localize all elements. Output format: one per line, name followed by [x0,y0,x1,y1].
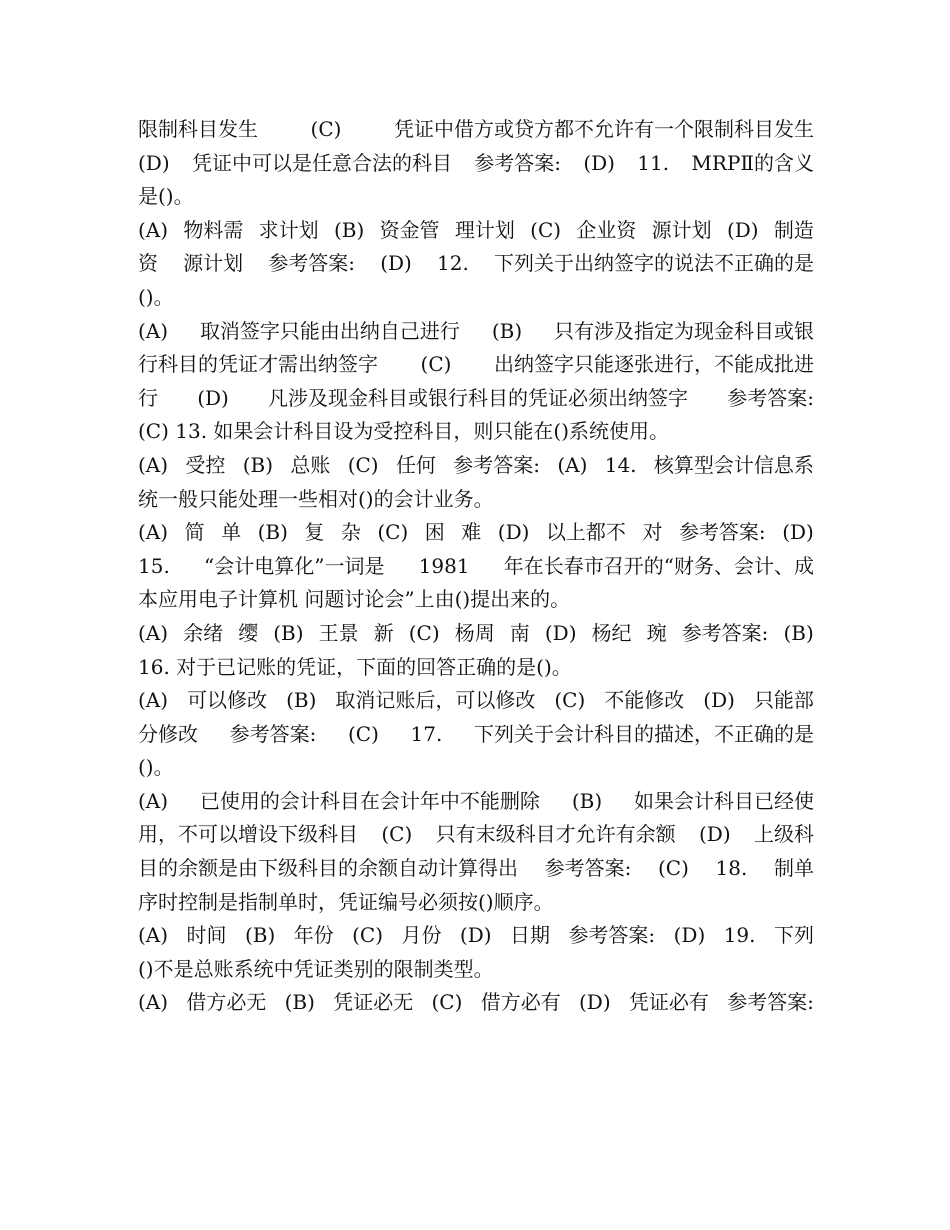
text-segment: 凭证必有 [628,990,709,1015]
text-segment: (A) [138,318,169,343]
text-line: 统一般只能处理一些相对()的会计业务。 [138,486,494,511]
text-segment: 余绪 [183,620,224,645]
text-segment: (B) [286,688,317,713]
text-segment: (A) [138,788,169,813]
text-segment: 参考答案: [678,520,766,545]
text-segment: (A) [138,923,169,948]
text-segment: 新 [373,620,394,645]
text-segment: (C) [352,923,384,948]
text-segment: 年份 [293,923,334,948]
text-segment: 用，不可以增设下级科目 [138,822,358,847]
text-line: 是()。 [138,184,194,209]
text-line: (C) 13. 如果会计科目设为受控科目，则只能在()系统使用。 [138,419,670,444]
text-line: ()。 [138,755,174,780]
text-segment: 资金管 [379,217,440,242]
text-segment: 王景 [318,620,359,645]
text-line [138,684,814,718]
text-segment: 凡涉及现金科目或银行科目的凭证必须出纳签字 [268,385,689,410]
text-segment: (B) [273,620,304,645]
text-segment: 缨 [238,620,259,645]
text-segment: 已使用的会计科目在会计年中不能删除 [199,788,540,813]
text-segment: (D) [726,217,759,242]
text-segment: 困 [424,520,445,545]
text-segment: 借方必无 [186,990,267,1015]
text-segment: (A) [138,990,169,1015]
text-segment: 南 [509,620,530,645]
text-line: 16. 对于已记账的凭证，下面的回答正确的是()。 [138,654,572,679]
text-segment: (D) [699,822,731,847]
text-segment: 杨周 [454,620,495,645]
text-segment: 参考答案: [727,385,814,410]
text-segment: (D) [544,620,577,645]
text-segment: (A) [138,452,169,477]
text-segment: (C) [431,990,463,1015]
text-segment: (C) [554,688,586,713]
text-line [138,449,814,483]
text-segment: (D) [782,520,814,545]
text-segment: 限制科目发生 [138,117,258,141]
text-line: ()。 [138,284,174,309]
text-segment: 日期 [510,923,550,948]
text-segment: 参考答案: [544,856,632,881]
text-segment: 只有涉及指定为现金科目或银 [554,318,814,343]
text-segment: 凭证必无 [333,990,414,1015]
text-segment: (C) [347,452,379,477]
text-line: 序时控制是指制单时，凭证编号必须按()顺序。 [138,889,554,914]
text-segment: 核算型会计信息系 [653,452,814,477]
text-segment: 复 [304,520,325,545]
text-segment: 17. [410,721,443,746]
text-segment: (C) [377,520,409,545]
text-segment: 参考答案: [474,150,562,175]
text-segment: (A) [557,452,588,477]
text-line [138,986,814,1020]
text-line [138,382,814,416]
text-segment: (C) [530,217,562,242]
text-segment: 可以修改 [187,688,268,713]
text-segment: 参考答案: [568,923,656,948]
text-segment: (C) [658,856,689,881]
text-line [138,617,814,651]
text-segment: (B) [242,452,274,477]
text-segment: MRPⅡ的含义 [691,150,814,175]
text-segment: 如果会计科目已经使 [634,788,814,813]
text-segment: 取消签字只能由出纳自己进行 [199,318,460,343]
text-segment: 参考答案: [727,990,814,1015]
text-segment: 18. [715,856,748,881]
text-segment: (C) [420,352,452,377]
document-body [138,113,814,1020]
text-segment: 1981 [418,553,470,578]
text-segment: (D) [459,923,492,948]
text-segment: 源计划 [183,251,244,276]
text-segment: 15. [138,553,170,578]
text-segment: (D) [583,150,615,175]
text-segment: 参考答案: [229,721,317,746]
text-segment: “会计电算化”一词是 [204,553,385,578]
text-line [138,147,814,181]
text-segment: (A) [138,688,169,713]
text-segment: 制单 [773,856,814,881]
text-segment: 琬 [646,620,667,645]
text-segment: 凭证中可以是任意合法的科目 [191,150,452,175]
text-segment: 杂 [340,520,361,545]
text-segment: 求计划 [258,217,319,242]
text-segment: (C) [408,620,440,645]
text-line [138,718,814,752]
text-segment: 源计划 [651,217,712,242]
text-line [138,315,814,349]
text-line [138,550,814,584]
text-segment: 受控 [185,452,226,477]
text-segment: (B) [244,923,276,948]
text-line [138,852,814,886]
text-line [138,247,814,281]
text-segment: (B) [491,318,523,343]
text-line [138,214,814,248]
text-segment: (D) [578,990,611,1015]
text-segment: 企业资 [576,217,637,242]
text-segment: 取消记账后，可以修改 [335,688,536,713]
text-segment: 制造 [773,217,814,242]
text-segment: 14. [604,452,637,477]
text-segment: 分修改 [138,721,198,746]
text-segment: (A) [138,520,169,545]
text-segment: (C) [381,822,413,847]
text-segment: 理计划 [454,217,515,242]
text-line [138,818,814,852]
text-segment: 资 [138,251,158,276]
text-segment: 总账 [290,452,331,477]
text-segment: (A) [138,620,169,645]
text-segment: 任何 [395,452,436,477]
text-segment: 行科目的凭证才需出纳签字 [138,352,378,377]
text-segment: 下列关于出纳签字的说法不正确的是 [493,251,814,276]
text-segment: (B) [571,788,603,813]
text-segment: 出纳签字只能逐张进行，不能成批进 [493,352,814,377]
text-segment: 只能部 [753,688,814,713]
text-segment: 单 [221,520,242,545]
text-segment: (B) [333,217,365,242]
text-segment: 借方必有 [480,990,561,1015]
text-segment: 12. [437,251,469,276]
text-segment: 参考答案: [268,251,356,276]
text-segment: (D) [138,150,170,175]
text-segment: 行 [138,385,158,410]
text-segment: 凭证中借方或贷方都不允许有一个限制科目发生 [393,117,814,141]
text-line [138,919,814,953]
text-segment: (D) [673,923,706,948]
text-line: 本应用电子计算机 问题讨论会”上由()提出来的。 [138,587,571,612]
text-segment: 难 [461,520,482,545]
text-segment: 下列 [773,923,814,948]
text-segment: 时间 [186,923,227,948]
text-segment: (D) [197,385,229,410]
text-segment: (B) [284,990,315,1015]
text-segment: 上级科 [754,822,814,847]
text-segment: 下列关于会计科目的描述，不正确的是 [473,721,814,746]
text-line [138,785,814,819]
text-segment: 年在长春市召开的“财务、会计、成 [503,553,814,578]
text-segment: 11. [637,150,670,175]
text-segment: (C) [310,117,342,141]
text-segment: (C) [348,721,379,746]
text-segment: (B) [257,520,288,545]
text-segment: 19. [723,923,756,948]
text-line [138,113,814,147]
text-segment: 参考答案: [453,452,541,477]
text-line: ()不是总账系统中凭证类别的限制类型。 [138,956,494,981]
text-segment: 简 [184,520,205,545]
text-segment: 月份 [401,923,442,948]
text-line [138,348,814,382]
text-segment: (D) [497,520,530,545]
text-segment: 物料需 [183,217,244,242]
text-segment: 目的余额是由下级科目的余额自动计算得出 [138,856,518,881]
text-line [138,516,814,550]
text-segment: (D) [703,688,735,713]
text-segment: 只有末级科目才允许有余额 [435,822,676,847]
text-segment: 以上都不 [545,520,626,545]
text-segment: 参考答案: [681,620,769,645]
text-segment: 不能修改 [604,688,685,713]
text-segment: 杨纪 [591,620,632,645]
text-segment: (A) [138,217,169,242]
text-segment: 对 [642,520,663,545]
text-segment: (B) [783,620,814,645]
text-segment: (D) [380,251,412,276]
